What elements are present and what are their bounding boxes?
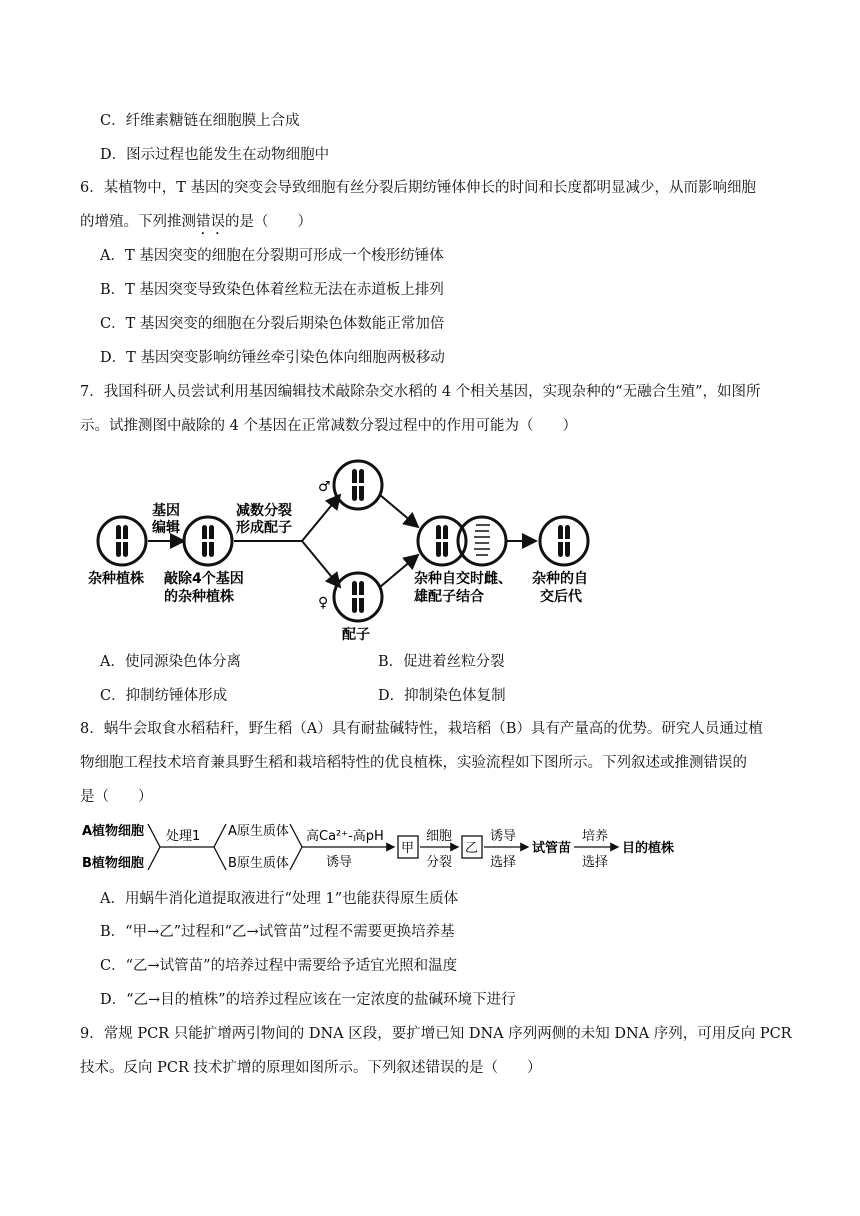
fusion-cells bbox=[418, 517, 506, 565]
flow-induce-bottom: 诱导 bbox=[326, 855, 353, 870]
q7-option-c: C．抑制纺锤体形成 bbox=[100, 688, 228, 704]
q6-option-b: B．T 基因突变导致染色体着丝粒无法在赤道板上排列 bbox=[100, 282, 444, 298]
knockout-hybrid-cell bbox=[184, 517, 232, 565]
q7-stem-line1: 7．我国科研人员尝试利用基因编辑技术敲除杂交水稻的 4 个相关基因，实现杂种的“无融合生殖”，如图所 bbox=[80, 384, 761, 400]
label-meiosis-2: 形成配子 bbox=[236, 520, 292, 536]
flow-induce-top: 高Ca²⁺-高pH bbox=[306, 829, 384, 844]
q6-option-a: A．T 基因突变的细胞在分裂期可形成一个梭形纺锤体 bbox=[100, 248, 444, 264]
male-gamete-cell bbox=[334, 461, 382, 509]
label-meiosis-1: 减数分裂 bbox=[236, 503, 292, 519]
flow-a-cell: A植物细胞 bbox=[82, 824, 145, 839]
hybrid-plant-cell bbox=[98, 517, 146, 565]
label-offspring-1: 杂种的自 bbox=[532, 571, 588, 587]
q5-option-d: D．图示过程也能发生在动物细胞中 bbox=[100, 147, 330, 163]
q5-option-c: C．纤维素糖链在细胞膜上合成 bbox=[100, 113, 300, 129]
flow-a-protoplast: A原生质体 bbox=[228, 824, 289, 839]
q7-stem-line2: 示。试推测图中敲除的 4 个基因在正常减数分裂过程中的作用可能为（ ） bbox=[80, 418, 577, 434]
q6-stem-post: 的是（ ） bbox=[225, 214, 312, 230]
flow-b-cell: B植物细胞 bbox=[82, 856, 144, 871]
q6-stem-line2 bbox=[80, 212, 312, 238]
offspring-cell bbox=[540, 517, 588, 565]
label-offspring-2: 交后代 bbox=[540, 589, 582, 605]
q7-option-d: D．抑制染色体复制 bbox=[378, 688, 506, 704]
q8-option-a: A．用蜗牛消化道提取液进行“处理 1”也能获得原生质体 bbox=[100, 891, 459, 907]
flow-jia: 甲 bbox=[401, 841, 415, 856]
flow-b-protoplast: B原生质体 bbox=[228, 856, 289, 871]
q8-option-c: C．“乙→试管苗”的培养过程中需要给予适宜光照和温度 bbox=[100, 958, 458, 974]
female-symbol: ♀ bbox=[318, 595, 329, 611]
label-fusion-2: 雄配子结合 bbox=[414, 589, 484, 605]
q8-option-b: B．“甲→乙”过程和“乙→试管苗”过程不需要更换培养基 bbox=[100, 924, 455, 940]
flow-sel-bottom: 选择 bbox=[490, 855, 517, 870]
flow-div-top: 细胞 bbox=[426, 829, 453, 844]
q7-option-b: B．促进着丝粒分裂 bbox=[378, 654, 505, 670]
q9-stem-line1: 9．常规 PCR 只能扩增两引物间的 DNA 区段，要扩增已知 DNA 序列两侧的未知 DNA 序列，可用反向 PCR bbox=[80, 1026, 792, 1042]
flow-target-plant: 目的植株 bbox=[622, 841, 675, 856]
label-fusion-1: 杂种自交时雌、 bbox=[414, 571, 512, 587]
apomixis-diagram bbox=[80, 455, 640, 645]
q6-stem-pre: 的增殖。下列推测 bbox=[80, 214, 196, 230]
label-gamete: 配子 bbox=[342, 627, 370, 643]
flow-cult-top: 培养 bbox=[582, 829, 609, 844]
cell-fusion-flowchart bbox=[80, 818, 700, 876]
flow-treat: 处理1 bbox=[166, 829, 201, 844]
q6-option-d: D．T 基因突变影响纺锤丝牵引染色体向细胞两极移动 bbox=[100, 350, 445, 366]
flow-yi: 乙 bbox=[465, 841, 479, 856]
q6-stem-emphasis: 错误 bbox=[196, 214, 225, 230]
label-hybrid: 杂种植株 bbox=[88, 571, 144, 587]
q8-stem-line2: 物细胞工程技术培育兼具野生稻和栽培稻特性的优良植株，实验流程如下图所示。下列叙述或推测错误的 bbox=[80, 755, 747, 771]
q6-option-c: C．T 基因突变的细胞在分裂后期染色体数能正常加倍 bbox=[100, 316, 445, 332]
q8-option-d: D．“乙→目的植株”的培养过程应该在一定浓度的盐碱环境下进行 bbox=[100, 992, 516, 1008]
male-symbol: ♂ bbox=[318, 479, 331, 495]
flow-tube-seedling: 试管苗 bbox=[532, 841, 572, 856]
label-knock-2: 的杂种植株 bbox=[164, 589, 234, 605]
flow-div-bottom: 分裂 bbox=[426, 855, 453, 870]
flow-sel-top: 诱导 bbox=[490, 829, 517, 844]
q9-stem-line2: 技术。反向 PCR 技术扩增的原理如图所示。下列叙述错误的是（ ） bbox=[80, 1060, 542, 1076]
label-edit-2: 编辑 bbox=[152, 520, 180, 536]
q8-stem-line3: 是（ ） bbox=[80, 789, 153, 805]
q8-stem-line1: 8．蜗牛会取食水稻秸秆，野生稻（A）具有耐盐碱特性，栽培稻（B）具有产量高的优势。研究人员通过植 bbox=[80, 721, 763, 737]
q7-option-a: A．使同源染色体分离 bbox=[100, 654, 241, 670]
female-gamete-cell bbox=[334, 573, 382, 621]
label-edit-1: 基因 bbox=[152, 503, 180, 519]
flow-cult-bottom: 选择 bbox=[582, 855, 609, 870]
label-knock-1: 敲除4个基因 bbox=[164, 571, 244, 587]
q6-stem-line1: 6．某植物中，T 基因的突变会导致细胞有丝分裂后期纺锤体伸长的时间和长度都明显减少，从而影响细胞 bbox=[80, 180, 757, 196]
